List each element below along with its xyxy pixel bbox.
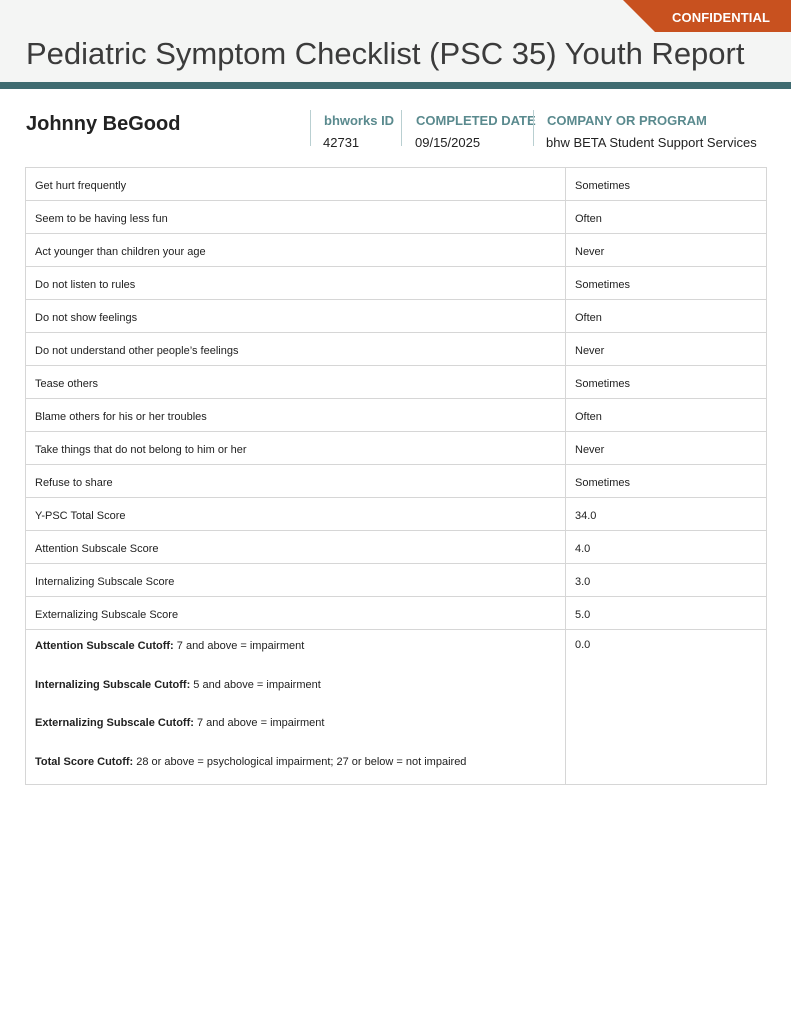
attention-cutoff <box>35 630 556 669</box>
item-answer: 3.0 <box>566 564 767 597</box>
total-score-cutoff <box>35 746 556 785</box>
item-label: Y-PSC Total Score <box>26 498 566 531</box>
item-answer: Often <box>566 201 767 234</box>
table-row <box>26 564 767 597</box>
bhworks-id-field <box>310 110 402 150</box>
total-score-cutoff-text: 28 or above = psychological impairment; 27 or below = not impaired <box>133 755 467 768</box>
completed-date-field <box>401 110 536 150</box>
externalizing-cutoff-label: Externalizing Subscale Cutoff: <box>35 717 194 729</box>
item-label: Take things that do not belong to him or her <box>26 432 566 465</box>
item-answer: 5.0 <box>566 597 767 630</box>
item-answer: Often <box>566 300 767 333</box>
internalizing-cutoff <box>35 669 556 708</box>
item-label: Tease others <box>26 366 566 399</box>
bhworks-id-label: bhworks ID <box>324 113 395 128</box>
item-answer: Sometimes <box>566 366 767 399</box>
table-row <box>26 168 767 201</box>
item-answer: Sometimes <box>566 267 767 300</box>
item-label: Refuse to share <box>26 465 566 498</box>
table-row <box>26 201 767 234</box>
item-answer: Never <box>566 333 767 366</box>
item-label: Attention Subscale Score <box>26 531 566 564</box>
item-answer: 34.0 <box>566 498 767 531</box>
table-row <box>26 597 767 630</box>
company-program-field <box>533 110 784 150</box>
item-label: Do not listen to rules <box>26 267 566 300</box>
item-label: Do not understand other people’s feelings <box>26 333 566 366</box>
item-answer: Never <box>566 432 767 465</box>
page-title: Pediatric Symptom Checklist (PSC 35) Youth Report <box>26 36 745 71</box>
cutoff-row <box>26 630 767 785</box>
table-row <box>26 531 767 564</box>
item-label: Externalizing Subscale Score <box>26 597 566 630</box>
item-label: Blame others for his or her troubles <box>26 399 566 432</box>
header-divider <box>0 82 791 89</box>
internalizing-cutoff-text: 5 and above = impairment <box>190 678 321 691</box>
item-label: Seem to be having less fun <box>26 201 566 234</box>
cutoff-value: 0.0 <box>566 630 767 785</box>
item-answer: Never <box>566 234 767 267</box>
company-program-label: COMPANY OR PROGRAM <box>547 113 707 128</box>
attention-cutoff-label: Attention Subscale Cutoff: <box>35 640 174 652</box>
item-answer: Sometimes <box>566 465 767 498</box>
item-answer: Sometimes <box>566 168 767 201</box>
table-row <box>26 333 767 366</box>
externalizing-cutoff <box>35 707 556 746</box>
table-row <box>26 465 767 498</box>
bhworks-id-value: 42731 <box>323 135 360 150</box>
item-answer: 4.0 <box>566 531 767 564</box>
company-program-value: bhw BETA Student Support Services <box>546 135 757 150</box>
table-row <box>26 399 767 432</box>
item-label: Do not show feelings <box>26 300 566 333</box>
item-label: Internalizing Subscale Score <box>26 564 566 597</box>
cutoff-legend <box>26 630 566 785</box>
completed-date-label: COMPLETED DATE <box>416 113 536 128</box>
externalizing-cutoff-text: 7 and above = impairment <box>193 717 325 729</box>
table-row <box>26 432 767 465</box>
confidential-label: CONFIDENTIAL <box>672 10 770 25</box>
internalizing-cutoff-label: Internalizing Subscale Cutoff: <box>35 678 191 691</box>
table-row <box>26 234 767 267</box>
table-row <box>26 366 767 399</box>
responses-table <box>25 167 767 785</box>
attention-cutoff-text: 7 and above = impairment <box>173 640 305 652</box>
table-row <box>26 498 767 531</box>
table-row <box>26 267 767 300</box>
completed-date-value: 09/15/2025 <box>415 135 481 150</box>
table-row <box>26 300 767 333</box>
item-answer: Often <box>566 399 767 432</box>
total-score-cutoff-label: Total Score Cutoff: <box>35 755 134 768</box>
item-label: Act younger than children your age <box>26 234 566 267</box>
patient-name: Johnny BeGood <box>26 113 181 135</box>
item-label: Get hurt frequently <box>26 168 566 201</box>
